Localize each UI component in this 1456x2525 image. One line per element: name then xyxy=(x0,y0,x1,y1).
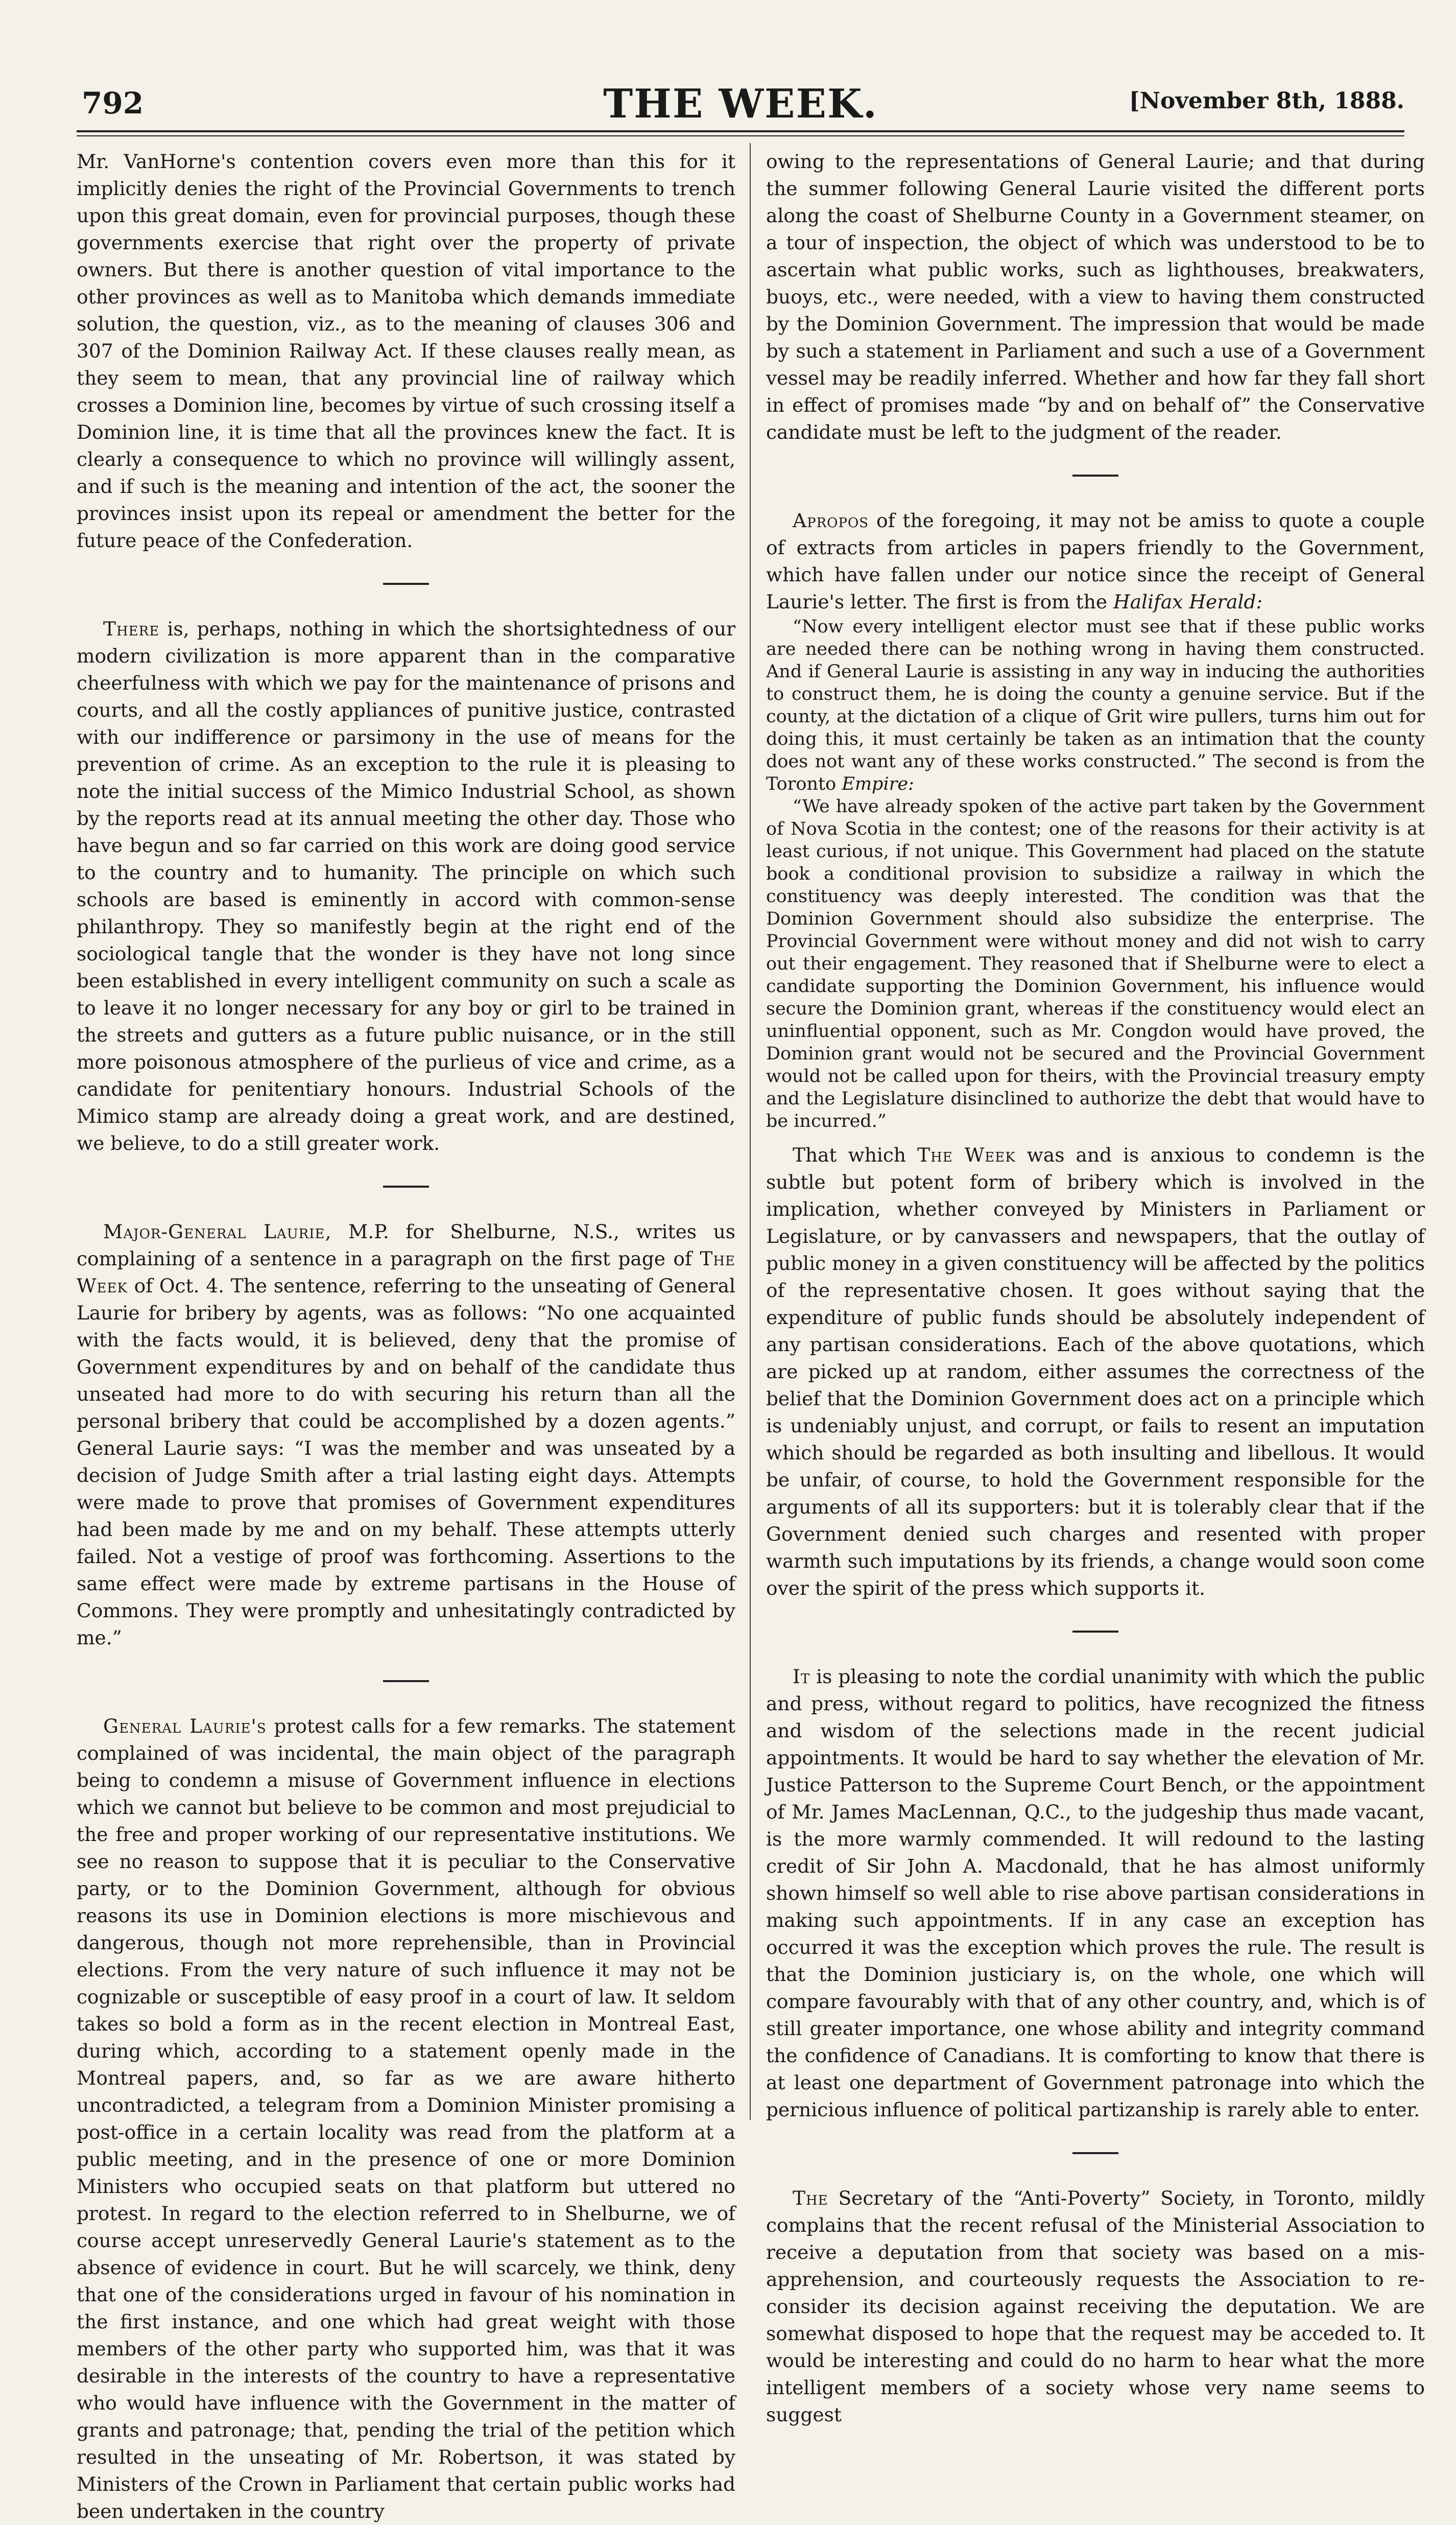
paragraph-mimico: There is, perhaps, nothing in which the shortsightedness of our modern civilization is more apparent than in the comparative cheerfulness with which we pay for the maintenance of prisons and courts, and all the costly appliances of punitive justice, contrasted with our indifference or parsimony in the use of means for the prevention of crime. As an exception to the rule it is pleasing to note the initial success of the Mimico Industrial School, as shown by the reports read at its annual meeting the other day. Those who have begun and so far carried on this work are doing good service to the country and to humanity. The principle on which such schools are based is eminently in accord with common-sense philanthropy. They so manifestly begin at the right end of the sociological tangle that the wonder is they have not long since been established in every intelligent community on such a scale as to leave it no longer necessary for any boy or girl to be trained in the streets and gutters as a future public nuisance, or in the still more poisonous atmosphere of the purlieus of vice and crime, as a candidate for penitentiary honours. Industrial Schools of the Mimico stamp are already doing a great work, and are destined, we believe, to do a still greater work. xyxy=(77,618,735,1154)
quote-halifax-herald: “Now every intelligent elector must see that if these public works are needed there can be nothing wrong in having them constructed. And if General Laurie is assisting in any way in inducing the authorities to construct them, he is doing the county a genuine service. But if the county, at the dictation of a clique of Grit wire pullers, turns him out for doing this, it must certainly be taken as an intimation that the county does not want any of these works constructed.” The second is from the Toronto Empire: xyxy=(766,617,1425,794)
section-separator xyxy=(383,1680,429,1682)
paragraph-laurie-letter: Major-General Laurie, M.P. for Shelburne, N.S., writes us complaining of a sentence in a paragraph on the first page of The Week of Oct. 4. The sentence, referring to the unseating of General Laurie for bribery by agents, was as follows: “No one acquainted with the facts would, it is believed, deny that the promise of Government expenditures by and on behalf of the candidate thus unseated had more to do with securing his return than all the personal bribery that could be accomplished by a dozen agents.” General Laurie says: “I was the member and was unseated by a decision of Judge Smith after a trial lasting eight days. Attempts were made to prove that promises of Government expenditures had been made by me and on my behalf. These attempts utterly failed. Not a vestige of proof was forthcoming. Assertions to the same effect were made by extreme partisans in the House of Commons. They were promptly and unhesitatingly contradicted by me.” xyxy=(77,1220,735,1649)
paragraph-continuation: owing to the representations of General Laurie; and that during the summer following General Laurie visited the different ports along the coast of Shelburne County in a Government steamer, on a tour of inspection, the object of which was understood to be to ascertain what public works, such as lighthouses, breakwaters, buoys, etc., were needed, with a view to having them constructed by the Dominion Government. The impression that would be made by such a statement in Parliament and such a use of a Government vessel may be readily inferred. Whether and how far they fall short in effect of promises made “by and on behalf of” the Conservative candidate must be left to the judgment of the reader. xyxy=(766,150,1425,443)
publication-name: Halifax Herald: xyxy=(1113,591,1263,613)
lead-in: General Laurie's xyxy=(103,1715,267,1737)
left-column xyxy=(77,148,735,2525)
publication-name: The Week xyxy=(77,1247,735,1297)
lead-in: It xyxy=(793,1665,810,1688)
lead-in: The xyxy=(793,2187,828,2209)
lead-in: Apropos xyxy=(793,509,869,532)
section-separator xyxy=(383,583,429,585)
journal-title: THE WEEK. xyxy=(603,81,878,127)
column-divider xyxy=(750,143,751,2120)
paragraph-anti-poverty: The Secretary of the “Anti-Poverty” Society, in Toronto, mildly complains that the recent refusal of the Ministerial Association to receive a deputation from that society was based on a mis-apprehension, and courteously requests the Association to re-consider its decision against receiving the deputation. We are somewhat disposed to hope that the request may be acceded to. It would be interesting and could do no harm to hear what the more intelligent members of a society whose very name seems to suggest xyxy=(766,2187,1425,2426)
page-number: 792 xyxy=(82,86,144,121)
header-rule-top xyxy=(77,130,1404,132)
paragraph-laurie-protest: General Laurie's protest calls for a few remarks. The statement complained of was incidental, the main object of the paragraph being to condemn a misuse of Government influence in elections which we cannot but believe to be common and most prejudicial to the free and proper working of our representative institutions. We see no reason to suppose that it is peculiar to the Conservative party, or to the Dominion Government, although for obvious reasons its use in Dominion elections is more mischievous and dangerous, though not more reprehensible, than in Provincial elections. From the very nature of such influence it may not be cognizable or susceptible of easy proof in a court of law. It seldom takes so bold a form as in the recent election in Montreal East, during which, according to a statement openly made in the Montreal papers, and, so far as we are aware hitherto uncontradicted, a telegram from a Dominion Minister promising a post-office in a certain locality was read from the platform at a public meeting, and in the presence of one or more Dominion Ministers who occupied seats on that platform but uttered no protest. In regard to the election referred to in Shelburne, we of course accept unreservedly General Laurie's statement as to the absence of evidence in court. But he will scarcely, we think, deny that one of the considerations urged in favour of his nomination in the first instance, and one which had great weight with those members of the other party who supported him, was that it was desirable in the interests of the country to have a representative who would have influence with the Government in the matter of grants and patronage; that, pending the trial of the petition which resulted in the unseating of Mr. Robertson, it was stated by Ministers of the Crown in Parliament that certain public works had been undertaken in the country xyxy=(77,1715,735,2522)
section-separator xyxy=(1072,2152,1118,2154)
paragraph-apropos: Apropos of the foregoing, it may not be amiss to quote a couple of extracts from articles in papers friendly to the Government, which have fallen under our notice since the receipt of General Laurie's letter. The first is from the Halifax Herald: xyxy=(766,509,1425,613)
issue-date: [November 8th, 1888. xyxy=(1129,88,1404,114)
header-rule-bottom xyxy=(77,135,1404,136)
quote-toronto-empire: “We have already spoken of the active part taken by the Government of Nova Scotia in the contest; one of the reasons for their activity is at least curious, if not unique. This Government had placed on the statute book a conditional provision to subsidize a railway in which the constituency was deeply interested. The condition was that the Dominion Government should also subsidize the enterprise. The Provincial Government were without money and did not wish to carry out their engagement. They reasoned that if Shelburne were to elect a candidate supporting the Dominion Government, his influence would secure the Dominion grant, whereas if the constituency would elect an uninfluential opponent, such as Mr. Congdon would have proved, the Dominion grant would not be secured and the Provincial Government would not be called upon for theirs, with the Provincial treasury empty and the Legislature disinclined to authorize the debt that would have to be incurred.” xyxy=(766,796,1425,1131)
right-column xyxy=(766,148,1425,2428)
paragraph-judicial-appointments: It is pleasing to note the cordial unanimity with which the public and press, without regard to politics, have recognized the fitness and wisdom of the selections made in the recent judicial appointments. It would be hard to say whether the elevation of Mr. Justice Patterson to the Supreme Court Bench, or the appointment of Mr. James MacLennan, Q.C., to the judgeship thus made vacant, is the more warmly commended. It will redound to the lasting credit of Sir John A. Macdonald, that he has almost uniformly shown himself so well able to rise above partisan considerations in making such appointments. If in any case an exception has occurred it was the exception which proves the rule. The result is that the Dominion justiciary is, on the whole, one which will compare favourably with that of any other country, and, which is of still greater importance, one whose ability and integrity command the confidence of Canadians. It is comforting to know that there is at least one department of Government patronage into which the pernicious influence of political partizanship is rarely able to enter. xyxy=(766,1665,1425,2121)
page-header xyxy=(77,72,1404,128)
section-separator xyxy=(1072,475,1118,477)
lead-in: Major-General Laurie, xyxy=(103,1220,332,1243)
section-separator xyxy=(383,1186,429,1188)
lead-in: There xyxy=(103,618,160,640)
paragraph-vanhorne: Mr. VanHorne's contention covers even more than this for it implicitly denies the right of the Provincial Governments to trench upon this great domain, even for provincial purposes, though these governments exercise that right over the property of private owners. But there is another question of vital importance to the other provinces as well as to Manitoba which demands immediate solution, the question, viz., as to the meaning of clauses 306 and 307 of the Dominion Railway Act. If these clauses really mean, as they seem to mean, that any provincial line of railway which crosses a Dominion line, becomes by virtue of such crossing itself a Dominion line, it is time that all the provinces knew the fact. It is clearly a consequence to which no province will willingly assent, and if such is the meaning and intention of the act, the sooner the provinces insist upon its repeal or amendment the better for the future peace of the Confederation. xyxy=(77,150,735,552)
publication-name: The Week xyxy=(917,1144,1016,1166)
publication-name: Empire: xyxy=(842,774,914,794)
paragraph-the-week-condemn: That which The Week was and is anxious to condemn is the subtle but potent form of bribery which is involved in the implication, whether conveyed by Ministers in Parliament or Legislature, or by canvassers and newspapers, that the outlay of public money in a given constituency will be affected by the politics of the representative chosen. It goes without saying that the expenditure of public funds should be absolutely independent of any partisan considerations. Each of the above quotations, which are picked up at random, either assumes the correctness of the belief that the Dominion Government does act on a principle which is undeniably unjust, and corrupt, or fails to resent an imputation which should be regarded as both insulting and libellous. It would be unfair, of course, to hold the Government responsible for the arguments of all its supporters: but it is tolerably clear that if the Government denied such charges and resented with proper warmth such imputations by its friends, a change would soon come over the spirit of the press which supports it. xyxy=(766,1144,1425,1599)
section-separator xyxy=(1072,1631,1118,1633)
